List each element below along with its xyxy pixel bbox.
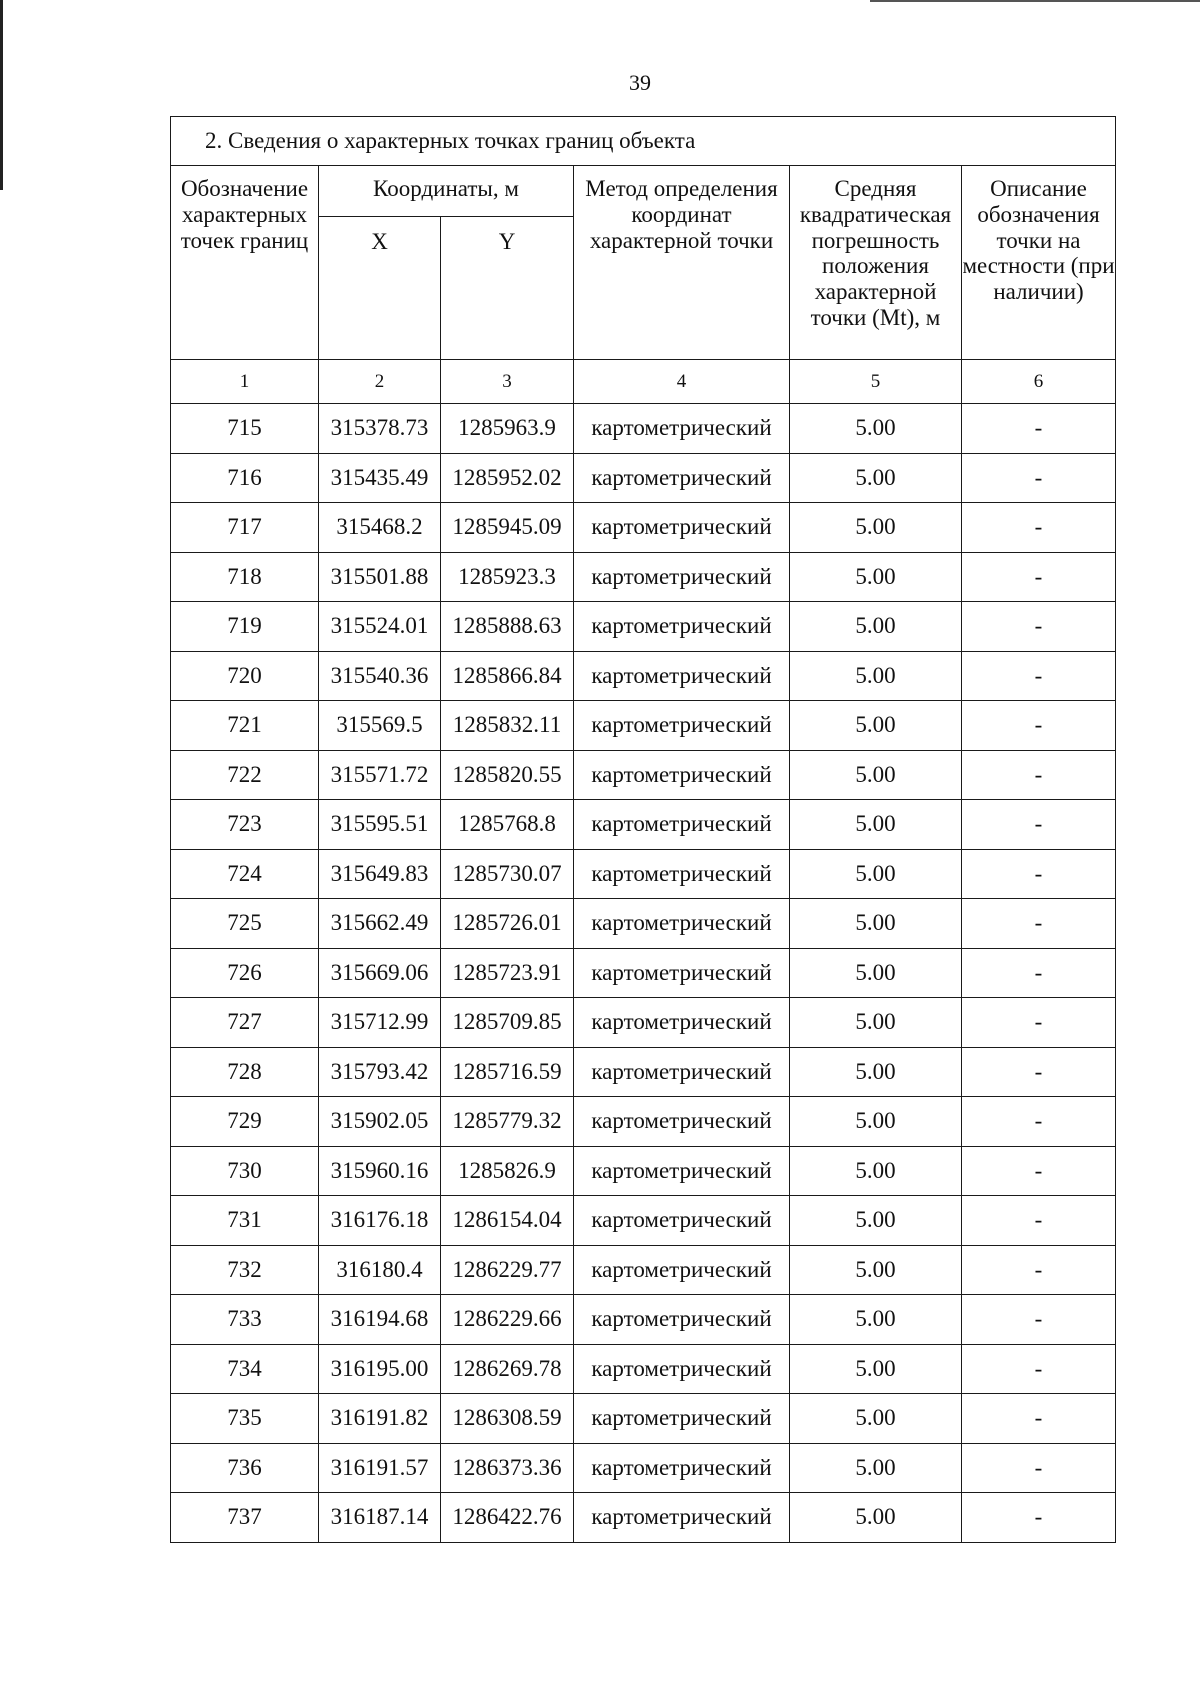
cell-mt: 5.00 xyxy=(790,453,962,503)
table-row xyxy=(171,1047,1116,1097)
table-row xyxy=(171,651,1116,701)
column-number: 3 xyxy=(441,360,574,404)
cell-x: 315468.2 xyxy=(319,503,441,553)
cell-y: 1285820.55 xyxy=(441,750,574,800)
cell-method: картометрический xyxy=(574,800,790,850)
cell-point: 722 xyxy=(171,750,319,800)
cell-y: 1285709.85 xyxy=(441,998,574,1048)
cell-x: 315669.06 xyxy=(319,948,441,998)
cell-description: - xyxy=(962,1443,1116,1493)
cell-description: - xyxy=(962,1146,1116,1196)
cell-method: картометрический xyxy=(574,602,790,652)
cell-x: 316187.14 xyxy=(319,1493,441,1543)
cell-x: 315435.49 xyxy=(319,453,441,503)
cell-mt: 5.00 xyxy=(790,602,962,652)
cell-x: 315524.01 xyxy=(319,602,441,652)
table-row xyxy=(171,1493,1116,1543)
scan-edge-top xyxy=(870,0,1200,2)
cell-mt: 5.00 xyxy=(790,1344,962,1394)
table-row xyxy=(171,1245,1116,1295)
page-number: 39 xyxy=(629,70,651,95)
cell-description: - xyxy=(962,503,1116,553)
cell-mt: 5.00 xyxy=(790,849,962,899)
cell-description: - xyxy=(962,750,1116,800)
cell-method: картометрический xyxy=(574,1443,790,1493)
cell-description: - xyxy=(962,1394,1116,1444)
cell-description: - xyxy=(962,1344,1116,1394)
cell-method: картометрический xyxy=(574,849,790,899)
cell-point: 729 xyxy=(171,1097,319,1147)
header-description: Описание обозначения точки на местности (при наличии) xyxy=(962,166,1116,360)
cell-mt: 5.00 xyxy=(790,1245,962,1295)
cell-description: - xyxy=(962,1047,1116,1097)
cell-method: картометрический xyxy=(574,453,790,503)
cell-mt: 5.00 xyxy=(790,503,962,553)
cell-method: картометрический xyxy=(574,1047,790,1097)
cell-description: - xyxy=(962,1295,1116,1345)
column-number: 1 xyxy=(171,360,319,404)
table-row xyxy=(171,701,1116,751)
cell-x: 315595.51 xyxy=(319,800,441,850)
table-row xyxy=(171,1394,1116,1444)
table-row xyxy=(171,552,1116,602)
cell-y: 1285826.9 xyxy=(441,1146,574,1196)
cell-method: картометрический xyxy=(574,552,790,602)
cell-y: 1286154.04 xyxy=(441,1196,574,1246)
cell-description: - xyxy=(962,701,1116,751)
cell-mt: 5.00 xyxy=(790,899,962,949)
cell-description: - xyxy=(962,453,1116,503)
cell-point: 720 xyxy=(171,651,319,701)
boundary-points-table xyxy=(170,116,1116,1543)
table-row xyxy=(171,1146,1116,1196)
cell-point: 724 xyxy=(171,849,319,899)
cell-mt: 5.00 xyxy=(790,1295,962,1345)
cell-point: 734 xyxy=(171,1344,319,1394)
cell-y: 1286373.36 xyxy=(441,1443,574,1493)
cell-x: 315960.16 xyxy=(319,1146,441,1196)
cell-y: 1286422.76 xyxy=(441,1493,574,1543)
cell-method: картометрический xyxy=(574,1245,790,1295)
cell-mt: 5.00 xyxy=(790,701,962,751)
cell-mt: 5.00 xyxy=(790,1493,962,1543)
cell-method: картометрический xyxy=(574,503,790,553)
table-row xyxy=(171,602,1116,652)
cell-method: картометрический xyxy=(574,1344,790,1394)
cell-point: 737 xyxy=(171,1493,319,1543)
cell-y: 1285963.9 xyxy=(441,404,574,454)
cell-x: 315378.73 xyxy=(319,404,441,454)
cell-description: - xyxy=(962,849,1116,899)
table-caption-row xyxy=(171,117,1116,166)
cell-point: 733 xyxy=(171,1295,319,1345)
table-row xyxy=(171,998,1116,1048)
cell-method: картометрический xyxy=(574,651,790,701)
table-row xyxy=(171,1196,1116,1246)
cell-description: - xyxy=(962,800,1116,850)
header-x: X xyxy=(319,217,441,360)
cell-y: 1285779.32 xyxy=(441,1097,574,1147)
cell-mt: 5.00 xyxy=(790,1394,962,1444)
header-row-1 xyxy=(171,166,1116,217)
cell-x: 315540.36 xyxy=(319,651,441,701)
cell-point: 736 xyxy=(171,1443,319,1493)
table-caption: 2. Сведения о характерных точках границ объекта xyxy=(171,117,1116,166)
cell-description: - xyxy=(962,1097,1116,1147)
cell-point: 723 xyxy=(171,800,319,850)
cell-mt: 5.00 xyxy=(790,1146,962,1196)
cell-description: - xyxy=(962,602,1116,652)
cell-y: 1285888.63 xyxy=(441,602,574,652)
cell-method: картометрический xyxy=(574,948,790,998)
cell-x: 315712.99 xyxy=(319,998,441,1048)
column-number: 2 xyxy=(319,360,441,404)
cell-point: 726 xyxy=(171,948,319,998)
cell-y: 1285923.3 xyxy=(441,552,574,602)
cell-description: - xyxy=(962,552,1116,602)
cell-x: 315793.42 xyxy=(319,1047,441,1097)
cell-point: 725 xyxy=(171,899,319,949)
cell-point: 730 xyxy=(171,1146,319,1196)
cell-y: 1286269.78 xyxy=(441,1344,574,1394)
cell-point: 719 xyxy=(171,602,319,652)
cell-y: 1285945.09 xyxy=(441,503,574,553)
cell-point: 716 xyxy=(171,453,319,503)
header-y: Y xyxy=(441,217,574,360)
cell-method: картометрический xyxy=(574,1394,790,1444)
cell-description: - xyxy=(962,899,1116,949)
cell-mt: 5.00 xyxy=(790,404,962,454)
table-row xyxy=(171,948,1116,998)
cell-x: 315501.88 xyxy=(319,552,441,602)
table-row xyxy=(171,453,1116,503)
cell-mt: 5.00 xyxy=(790,1047,962,1097)
cell-point: 735 xyxy=(171,1394,319,1444)
cell-point: 731 xyxy=(171,1196,319,1246)
cell-point: 715 xyxy=(171,404,319,454)
cell-mt: 5.00 xyxy=(790,948,962,998)
cell-mt: 5.00 xyxy=(790,1196,962,1246)
table-row xyxy=(171,1344,1116,1394)
cell-mt: 5.00 xyxy=(790,552,962,602)
cell-method: картометрический xyxy=(574,404,790,454)
cell-method: картометрический xyxy=(574,1295,790,1345)
cell-method: картометрический xyxy=(574,1493,790,1543)
table-row xyxy=(171,1295,1116,1345)
cell-x: 316194.68 xyxy=(319,1295,441,1345)
column-number: 4 xyxy=(574,360,790,404)
cell-y: 1285768.8 xyxy=(441,800,574,850)
cell-x: 316191.82 xyxy=(319,1394,441,1444)
cell-x: 316180.4 xyxy=(319,1245,441,1295)
header-coordinates: Координаты, м xyxy=(319,166,574,217)
table-row xyxy=(171,1097,1116,1147)
cell-method: картометрический xyxy=(574,1196,790,1246)
cell-y: 1285730.07 xyxy=(441,849,574,899)
cell-description: - xyxy=(962,1245,1116,1295)
table-row xyxy=(171,750,1116,800)
cell-method: картометрический xyxy=(574,701,790,751)
table-row xyxy=(171,404,1116,454)
cell-x: 316176.18 xyxy=(319,1196,441,1246)
cell-description: - xyxy=(962,998,1116,1048)
cell-description: - xyxy=(962,404,1116,454)
column-number: 6 xyxy=(962,360,1116,404)
cell-y: 1285716.59 xyxy=(441,1047,574,1097)
cell-description: - xyxy=(962,948,1116,998)
table-row xyxy=(171,800,1116,850)
cell-y: 1285726.01 xyxy=(441,899,574,949)
header-method: Метод определения координат характерной точки xyxy=(574,166,790,360)
cell-method: картометрический xyxy=(574,899,790,949)
column-number: 5 xyxy=(790,360,962,404)
cell-description: - xyxy=(962,1196,1116,1246)
cell-mt: 5.00 xyxy=(790,651,962,701)
column-number-row xyxy=(171,360,1116,404)
table-row xyxy=(171,899,1116,949)
cell-x: 315662.49 xyxy=(319,899,441,949)
cell-y: 1286229.77 xyxy=(441,1245,574,1295)
cell-y: 1286308.59 xyxy=(441,1394,574,1444)
table-row xyxy=(171,503,1116,553)
cell-point: 717 xyxy=(171,503,319,553)
cell-point: 727 xyxy=(171,998,319,1048)
cell-method: картометрический xyxy=(574,1097,790,1147)
cell-y: 1285866.84 xyxy=(441,651,574,701)
cell-point: 732 xyxy=(171,1245,319,1295)
cell-x: 315571.72 xyxy=(319,750,441,800)
cell-x: 315569.5 xyxy=(319,701,441,751)
cell-x: 316195.00 xyxy=(319,1344,441,1394)
table-row xyxy=(171,1443,1116,1493)
cell-mt: 5.00 xyxy=(790,1443,962,1493)
cell-mt: 5.00 xyxy=(790,750,962,800)
cell-y: 1285832.11 xyxy=(441,701,574,751)
cell-method: картометрический xyxy=(574,750,790,800)
table-row xyxy=(171,849,1116,899)
header-designation: Обозначение характерных точек границ xyxy=(171,166,319,360)
cell-method: картометрический xyxy=(574,1146,790,1196)
cell-point: 718 xyxy=(171,552,319,602)
header-error: Средняя квадратическая погрешность положения характерной точки (Mt), м xyxy=(790,166,962,360)
cell-x: 315902.05 xyxy=(319,1097,441,1147)
cell-description: - xyxy=(962,1493,1116,1543)
cell-y: 1285723.91 xyxy=(441,948,574,998)
cell-y: 1286229.66 xyxy=(441,1295,574,1345)
cell-description: - xyxy=(962,651,1116,701)
cell-method: картометрический xyxy=(574,998,790,1048)
cell-point: 721 xyxy=(171,701,319,751)
cell-x: 315649.83 xyxy=(319,849,441,899)
cell-mt: 5.00 xyxy=(790,1097,962,1147)
cell-y: 1285952.02 xyxy=(441,453,574,503)
cell-point: 728 xyxy=(171,1047,319,1097)
cell-x: 316191.57 xyxy=(319,1443,441,1493)
cell-mt: 5.00 xyxy=(790,998,962,1048)
cell-mt: 5.00 xyxy=(790,800,962,850)
